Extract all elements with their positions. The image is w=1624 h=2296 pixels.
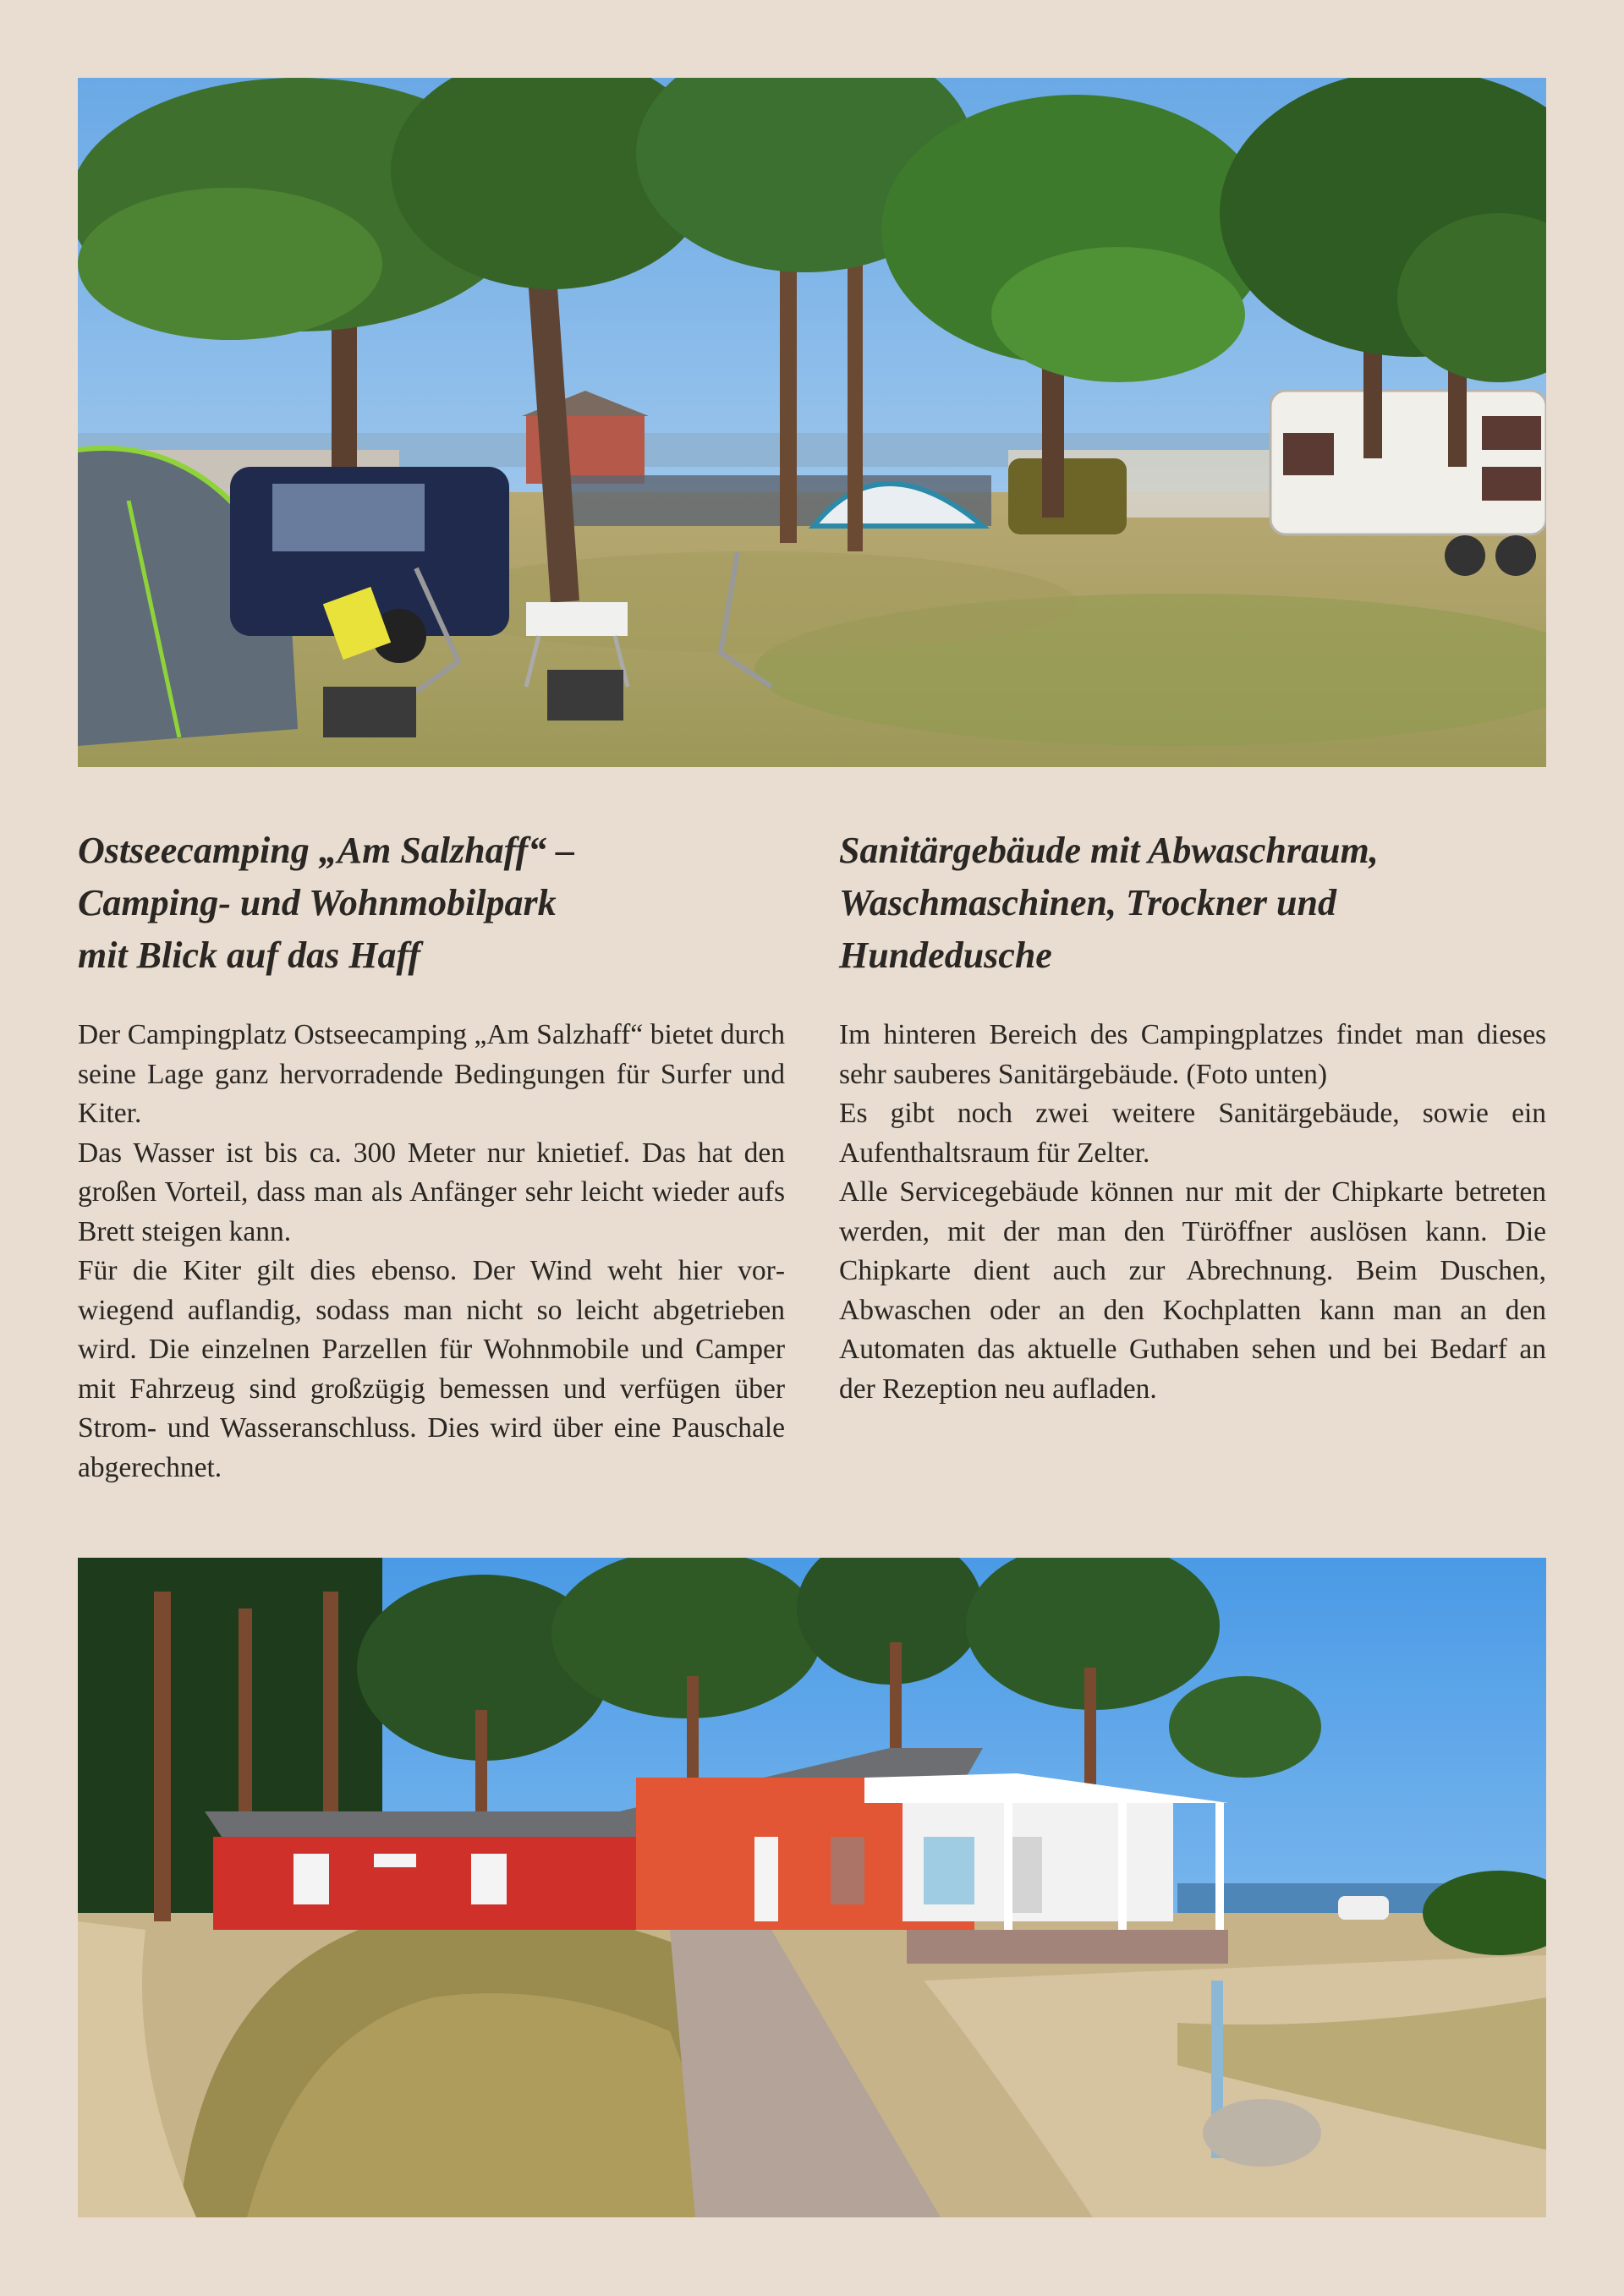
camping-paragraph: Für die Kiter gilt dies ebenso. Der Wind weht hier vorwiegend auflandig, sodass man nicht so leicht abgetrieben wird. Die einzelnen Parzellen für Wohnmobile und Camper mit Fahrzeug sind großzügig bemessen und verfügen über Strom- und Wasseranschluss. Dies wird über eine Pauschale abgerechnet. [78, 1255, 785, 1483]
camping-paragraph: Das Wasser ist bis ca. 300 Meter nur knietief. Das hat den großen Vorteil, dass man als Anfänger sehr leicht wieder aufs Brett steigen kann. [78, 1137, 785, 1247]
sanitary-body [839, 1016, 1546, 1409]
camping-heading-line: Ostseecamping „Am Salzhaff“ – [78, 830, 575, 871]
sanitary-building-illustration [78, 1558, 1546, 2217]
camping-heading [78, 825, 785, 982]
camping-heading-line: Camping- und Wohnmobilpark [78, 882, 557, 923]
camping-meadow-photo [78, 78, 1546, 767]
camping-meadow-illustration [78, 78, 1546, 767]
sanitary-heading-line: Sanitärgebäude mit Abwaschraum, [839, 830, 1379, 871]
camping-paragraph: Der Campingplatz Ostseecamping „Am Salzhaff“ bietet durch seine Lage ganz hervorradende Bedingungen für Surfer und Kiter. [78, 1019, 785, 1129]
camping-article [78, 825, 785, 1488]
camping-heading-line: mit Blick auf das Haff [78, 934, 420, 976]
sanitary-heading [839, 825, 1546, 982]
sanitary-building-photo [78, 1558, 1546, 2217]
sanitary-paragraph: Alle Servicegebäude können nur mit der Chipkarte betreten werden, mit der man den Türöffner auslösen kann. Die Chipkarte dient auch zur Abrechnung. Beim Duschen, Abwaschen oder an den Kochplatten kann man an den Automaten das aktuelle Guthaben sehen und bei Bedarf an der Rezeption neu aufladen. [839, 1176, 1546, 1405]
sanitary-heading-line: Hundedusche [839, 934, 1052, 976]
sanitary-article [839, 825, 1546, 1409]
sanitary-heading-line: Waschmaschinen, Trockner und [839, 882, 1336, 923]
sanitary-paragraph: Im hinteren Bereich des Campingplatzes findet man dieses sehr sauberes Sanitärgebäude. (Foto unten) [839, 1019, 1546, 1090]
sanitary-paragraph: Es gibt noch zwei weitere Sanitärgebäude, sowie ein Aufenthaltsraum für Zelter. [839, 1098, 1546, 1169]
camping-body [78, 1016, 785, 1488]
